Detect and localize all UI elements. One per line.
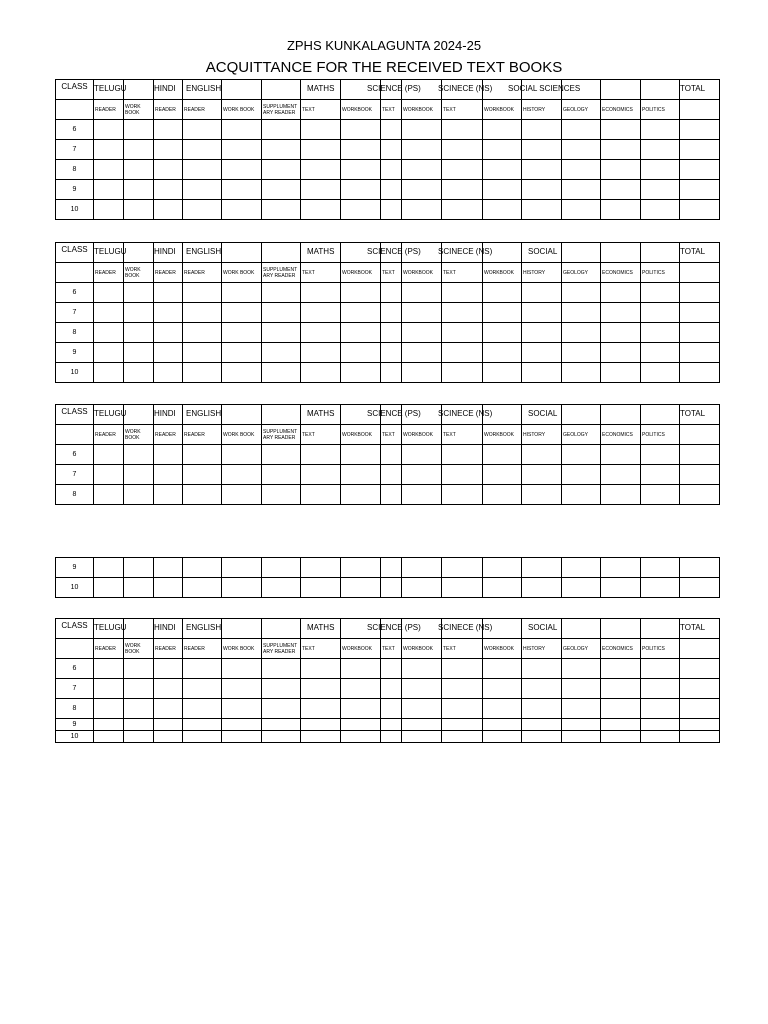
table-row	[56, 719, 720, 731]
sub-supplementary: SUPPLUMENT ARY READER	[262, 100, 301, 120]
class-header: CLASS	[56, 405, 94, 425]
sub-politics: POLITICS	[641, 263, 680, 283]
sub-text: TEXT	[301, 425, 341, 445]
maths-header: MATHS	[301, 619, 341, 639]
class-header: CLASS	[56, 243, 94, 263]
science-ps-header: SCIENCE (PS)	[341, 619, 381, 639]
class-label: 7	[56, 303, 94, 323]
sub-politics: POLITICS	[641, 100, 680, 120]
school-title: ZPHS KUNKALAGUNTA 2024-25	[286, 38, 482, 53]
sub-work-book: WORK BOOK	[124, 263, 154, 283]
sub-reader: READER	[154, 425, 183, 445]
table-row	[56, 160, 720, 180]
total-header: TOTAL	[680, 619, 720, 639]
science-ns-header: SCINECE (NS)	[442, 619, 483, 639]
sub-text: TEXT	[301, 639, 341, 659]
english-header: ENGLISH	[183, 243, 222, 263]
acquittance-table-3	[55, 404, 720, 505]
sub-work-book: WORK BOOK	[222, 425, 262, 445]
acquittance-table-4	[55, 618, 720, 743]
science-ps-header: SCIENCE (PS)	[341, 405, 381, 425]
table-row	[56, 180, 720, 200]
table-row	[56, 485, 720, 505]
class-label: 6	[56, 659, 94, 679]
english-header: ENGLISH	[183, 405, 222, 425]
maths-header: MATHS	[301, 243, 341, 263]
class-label: 8	[56, 699, 94, 719]
maths-header: MATHS	[301, 405, 341, 425]
sub-reader: READER	[94, 263, 124, 283]
social-header: SOCIAL	[522, 243, 562, 263]
sub-workbook: WORKBOOK	[402, 263, 442, 283]
class-label: 10	[56, 363, 94, 383]
sub-work-book: WORK BOOK	[124, 425, 154, 445]
sub-workbook: WORKBOOK	[402, 100, 442, 120]
class-label: 8	[56, 323, 94, 343]
sub-workbook: WORKBOOK	[483, 639, 522, 659]
sub-economics: ECONOMICS	[601, 263, 641, 283]
sub-economics: ECONOMICS	[601, 425, 641, 445]
sheet-title: ACQUITTANCE FOR THE RECEIVED TEXT BOOKS	[205, 59, 563, 76]
sub-supplementary: SUPPLUMENT ARY READER	[262, 263, 301, 283]
table-row	[56, 679, 720, 699]
table-row	[56, 578, 720, 598]
sub-workbook: WORKBOOK	[341, 263, 381, 283]
sub-text: TEXT	[301, 263, 341, 283]
sub-history: HISTORY	[522, 425, 562, 445]
class-header: CLASS	[56, 619, 94, 639]
sub-history: HISTORY	[522, 263, 562, 283]
science-ps-header: SCIENCE (PS)	[341, 80, 381, 100]
table-row	[56, 283, 720, 303]
sub-reader: READER	[154, 263, 183, 283]
sub-history: HISTORY	[522, 100, 562, 120]
english-header: ENGLISH	[183, 619, 222, 639]
class-label: 7	[56, 140, 94, 160]
table-row	[56, 323, 720, 343]
sub-reader: READER	[183, 639, 222, 659]
english-header: ENGLISH	[183, 80, 222, 100]
sub-text: TEXT	[381, 263, 402, 283]
class-label: 10	[56, 200, 94, 220]
sub-reader: READER	[183, 425, 222, 445]
table-row	[56, 659, 720, 679]
class-label: 10	[56, 731, 94, 743]
class-label: 7	[56, 679, 94, 699]
table-row	[56, 445, 720, 465]
science-ns-header: SCINECE (NS)	[442, 405, 483, 425]
total-header: TOTAL	[680, 80, 720, 100]
class-label: 8	[56, 160, 94, 180]
class-label: 9	[56, 719, 94, 731]
sub-politics: POLITICS	[641, 639, 680, 659]
table-row	[56, 558, 720, 578]
class-label: 9	[56, 180, 94, 200]
class-label: 6	[56, 283, 94, 303]
sub-supplementary: SUPPLUMENT ARY READER	[262, 639, 301, 659]
telugu-header: TELUGU	[94, 243, 124, 263]
sub-reader: READER	[183, 100, 222, 120]
sub-workbook: WORKBOOK	[341, 100, 381, 120]
sub-reader: READER	[183, 263, 222, 283]
class-label: 10	[56, 578, 94, 598]
telugu-header: TELUGU	[94, 619, 124, 639]
science-ns-header: SCINECE (NS)	[442, 80, 483, 100]
telugu-header: TELUGU	[94, 405, 124, 425]
table-row	[56, 465, 720, 485]
sub-work-book: WORK BOOK	[124, 100, 154, 120]
total-header: TOTAL	[680, 405, 720, 425]
sub-work-book: WORK BOOK	[124, 639, 154, 659]
total-header: TOTAL	[680, 243, 720, 263]
maths-header: MATHS	[301, 80, 341, 100]
sub-work-book: WORK BOOK	[222, 639, 262, 659]
class-label: 9	[56, 343, 94, 363]
sub-geology: GEOLOGY	[562, 100, 601, 120]
hindi-header: HINDI	[154, 80, 183, 100]
sub-workbook: WORKBOOK	[483, 425, 522, 445]
sub-work-book: WORK BOOK	[222, 263, 262, 283]
table-row	[56, 200, 720, 220]
science-ns-header: SCINECE (NS)	[442, 243, 483, 263]
sub-text: TEXT	[442, 425, 483, 445]
sub-economics: ECONOMICS	[601, 639, 641, 659]
social-header: SOCIAL	[522, 405, 562, 425]
class-label: 6	[56, 445, 94, 465]
acquittance-table-2	[55, 242, 720, 383]
hindi-header: HINDI	[154, 405, 183, 425]
sub-workbook: WORKBOOK	[483, 263, 522, 283]
sub-geology: GEOLOGY	[562, 639, 601, 659]
acquittance-table-1	[55, 79, 720, 220]
sub-reader: READER	[154, 100, 183, 120]
sub-supplementary: SUPPLUMENT ARY READER	[262, 425, 301, 445]
class-label: 6	[56, 120, 94, 140]
class-label: 7	[56, 465, 94, 485]
telugu-header: TELUGU	[94, 80, 124, 100]
table-row	[56, 363, 720, 383]
table-row	[56, 120, 720, 140]
sub-reader: READER	[154, 639, 183, 659]
social-header: SOCIAL SCIENCES	[522, 80, 562, 100]
sub-workbook: WORKBOOK	[341, 639, 381, 659]
social-header: SOCIAL	[522, 619, 562, 639]
sub-economics: ECONOMICS	[601, 100, 641, 120]
sub-reader: READER	[94, 425, 124, 445]
hindi-header: HINDI	[154, 619, 183, 639]
hindi-header: HINDI	[154, 243, 183, 263]
acquittance-table-3-continued	[55, 557, 720, 598]
table-row	[56, 140, 720, 160]
sub-reader: READER	[94, 639, 124, 659]
science-ps-header: SCIENCE (PS)	[341, 243, 381, 263]
sub-text: TEXT	[381, 100, 402, 120]
sub-reader: READER	[94, 100, 124, 120]
sub-text: TEXT	[442, 263, 483, 283]
sub-geology: GEOLOGY	[562, 425, 601, 445]
sub-workbook: WORKBOOK	[402, 425, 442, 445]
sub-workbook: WORKBOOK	[341, 425, 381, 445]
sub-workbook: WORKBOOK	[483, 100, 522, 120]
sub-text: TEXT	[381, 639, 402, 659]
sub-work-book: WORK BOOK	[222, 100, 262, 120]
table-row	[56, 731, 720, 743]
class-label: 9	[56, 558, 94, 578]
sub-politics: POLITICS	[641, 425, 680, 445]
sub-history: HISTORY	[522, 639, 562, 659]
sub-text: TEXT	[381, 425, 402, 445]
table-row	[56, 699, 720, 719]
class-header: CLASS	[56, 80, 94, 100]
sub-geology: GEOLOGY	[562, 263, 601, 283]
sub-text: TEXT	[442, 639, 483, 659]
sub-text: TEXT	[442, 100, 483, 120]
sub-workbook: WORKBOOK	[402, 639, 442, 659]
sub-text: TEXT	[301, 100, 341, 120]
class-label: 8	[56, 485, 94, 505]
table-row	[56, 303, 720, 323]
table-row	[56, 343, 720, 363]
